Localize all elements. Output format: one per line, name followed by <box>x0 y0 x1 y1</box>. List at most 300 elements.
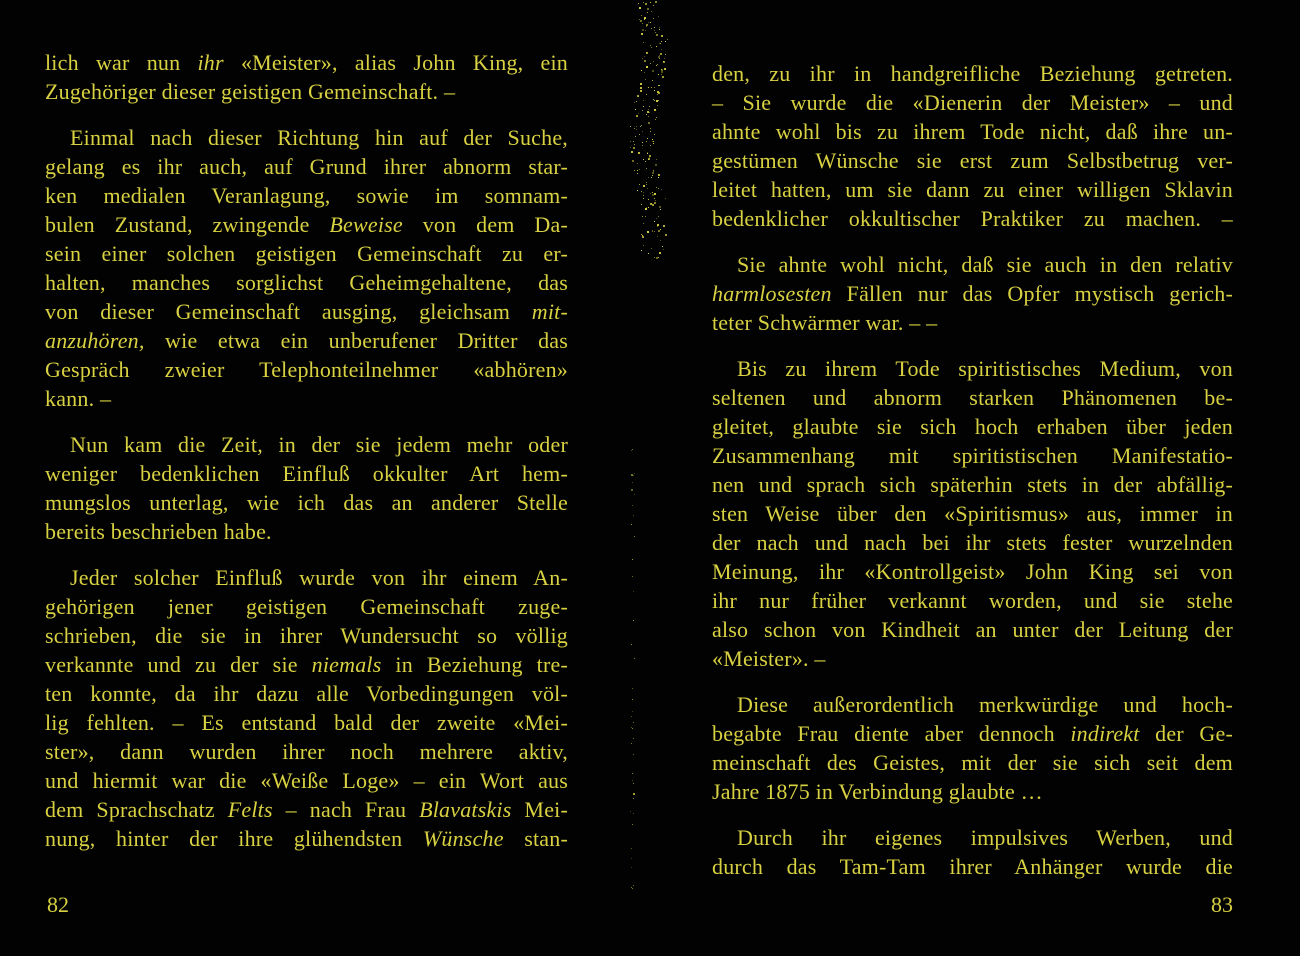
noise-dot <box>631 524 632 525</box>
noise-dot <box>653 143 654 144</box>
text-segment: lich war nun <box>45 50 198 75</box>
text-segment: ken medialen Veranlagung, sowie im somnam- <box>45 183 568 208</box>
text-line <box>712 146 1233 175</box>
text-line <box>45 326 568 355</box>
text-line <box>45 355 568 384</box>
noise-dot <box>646 168 647 169</box>
noise-dot <box>660 209 661 210</box>
noise-dot <box>645 79 646 80</box>
text-segment: Jeder solcher Einfluß wurde von ihr einem An- <box>70 565 568 590</box>
noise-dot <box>640 126 641 127</box>
noise-dot <box>648 177 649 178</box>
noise-dot <box>660 229 661 230</box>
text-segment: teter Schwärmer war. – – <box>712 310 938 335</box>
text-line <box>45 268 568 297</box>
text-segment: Diese außerordentlich merkwürdige und hoch- <box>737 692 1233 717</box>
noise-dot <box>647 12 648 13</box>
text-line <box>712 279 1233 308</box>
text-segment: der nach und nach bei ihr stets fester wurzelnden <box>712 530 1233 555</box>
noise-dot <box>664 58 665 59</box>
scan-noise-gutter-middle <box>624 430 644 900</box>
text-segment: stan- <box>503 826 568 851</box>
noise-dot <box>638 96 639 97</box>
noise-dot <box>644 72 645 73</box>
italic-text: Felts <box>227 797 273 822</box>
paragraph <box>45 123 568 413</box>
noise-dot <box>641 33 643 35</box>
text-segment: – nach Frau <box>272 797 420 822</box>
text-line <box>712 852 1233 881</box>
noise-dot <box>650 128 651 129</box>
noise-dot <box>653 5 654 6</box>
noise-dot <box>661 69 662 70</box>
noise-dot <box>658 74 659 75</box>
text-line <box>45 824 568 853</box>
text-segment: Meinung, ihr «Kontrollgeist» John King sei von <box>712 559 1233 584</box>
italic-text: Wünsche <box>422 826 504 851</box>
text-segment: von dieser Gemeinschaft ausging, gleichsam <box>45 299 532 324</box>
italic-text: Blavatskis <box>419 797 512 822</box>
noise-dot <box>658 216 659 217</box>
noise-dot <box>643 42 644 43</box>
noise-dot <box>656 257 658 259</box>
noise-dot <box>665 68 666 69</box>
noise-dot <box>662 76 664 78</box>
noise-dot <box>640 83 642 85</box>
noise-dot <box>655 109 656 110</box>
noise-dot <box>651 11 652 12</box>
noise-dot <box>657 224 659 226</box>
noise-dot <box>645 3 647 5</box>
noise-dot <box>650 131 651 132</box>
text-segment: Zugehöriger dieser geistigen Gemeinschaft. – <box>45 79 456 104</box>
noise-dot <box>643 100 644 101</box>
text-line <box>45 430 568 459</box>
noise-dot <box>632 559 633 560</box>
noise-dot <box>630 126 631 127</box>
noise-dot <box>659 43 660 44</box>
noise-dot <box>654 257 655 258</box>
text-segment: «Meister», alias John King, ein <box>223 50 569 75</box>
noise-dot <box>645 216 646 217</box>
text-segment: bereits beschrieben habe. <box>45 519 272 544</box>
noise-dot <box>634 102 635 103</box>
text-segment: kann. – <box>45 386 112 411</box>
noise-dot <box>663 61 665 63</box>
noise-dot <box>646 114 647 115</box>
noise-dot <box>632 449 633 450</box>
paragraph <box>712 823 1233 881</box>
text-segment: seltenen und abnorm starken Phänomenen be- <box>712 385 1233 410</box>
text-line <box>45 123 568 152</box>
noise-dot <box>633 798 634 799</box>
text-segment: lig fehlten. – Es entstand bald der zweite «Mei- <box>45 710 568 735</box>
noise-dot <box>657 64 658 65</box>
noise-dot <box>645 30 646 31</box>
noise-dot <box>657 226 658 227</box>
noise-dot <box>635 136 636 137</box>
noise-dot <box>631 867 632 868</box>
noise-dot <box>653 141 654 142</box>
noise-dot <box>641 70 642 71</box>
noise-dot <box>654 134 655 135</box>
text-segment: der Ge- <box>1139 721 1233 746</box>
noise-dot <box>660 240 661 241</box>
noise-dot <box>659 29 660 30</box>
noise-dot <box>645 161 646 162</box>
noise-dot <box>648 253 649 254</box>
noise-dot <box>653 171 654 172</box>
text-line <box>45 679 568 708</box>
noise-dot <box>633 722 634 723</box>
noise-dot <box>631 727 632 728</box>
italic-text: ihr <box>197 50 224 75</box>
noise-dot <box>644 56 645 57</box>
text-line <box>712 354 1233 383</box>
noise-dot <box>642 131 643 132</box>
text-segment: leitet hatten, um sie dann zu einer willigen Sklavin <box>712 177 1233 202</box>
noise-dot <box>657 91 659 93</box>
noise-dot <box>631 151 633 153</box>
noise-dot <box>639 7 641 9</box>
text-segment: Mei- <box>511 797 568 822</box>
noise-dot <box>642 110 643 111</box>
italic-text: niemals <box>311 652 382 677</box>
noise-dot <box>646 52 648 54</box>
text-segment: gelang es ihr auch, auf Grund ihrer abnorm star- <box>45 154 568 179</box>
noise-dot <box>652 194 654 196</box>
noise-dot <box>655 1 657 3</box>
noise-dot <box>637 190 638 191</box>
noise-dot <box>633 591 634 592</box>
text-segment: ahnte wohl bis zu ihrem Tode nicht, daß ihre un- <box>712 119 1233 144</box>
text-line <box>712 586 1233 615</box>
noise-dot <box>634 128 635 129</box>
noise-dot <box>642 216 643 217</box>
noise-dot <box>643 192 644 193</box>
text-segment: und hiermit war die «Weiße Loge» – ein Wort aus <box>45 768 568 793</box>
noise-dot <box>661 35 663 37</box>
text-line <box>45 459 568 488</box>
text-segment: gestümen Wünsche sie erst zum Selbstbetrug ver- <box>712 148 1233 173</box>
noise-dot <box>658 177 659 178</box>
noise-dot <box>632 711 633 712</box>
page-left-text <box>45 48 568 853</box>
noise-dot <box>651 28 652 29</box>
paragraph <box>712 354 1233 673</box>
text-segment: gleitet, glaubte sie sich hoch erhaben über jeden <box>712 414 1233 439</box>
noise-dot <box>644 185 645 186</box>
noise-dot <box>652 139 653 140</box>
noise-dot <box>652 192 653 193</box>
noise-dot <box>648 158 650 160</box>
text-line <box>712 308 1233 337</box>
noise-dot <box>652 70 654 72</box>
page-number-right: 83 <box>1211 892 1233 917</box>
text-segment: in Beziehung tre- <box>381 652 568 677</box>
text-segment: Durch ihr eigenes impulsives Werben, und <box>737 825 1233 850</box>
noise-dot <box>644 19 645 20</box>
text-line <box>45 181 568 210</box>
noise-dot <box>632 888 633 889</box>
noise-dot <box>659 252 661 254</box>
noise-dot <box>640 90 642 92</box>
noise-dot <box>659 85 660 86</box>
noise-dot <box>636 129 637 130</box>
text-line <box>45 737 568 766</box>
noise-dot <box>631 474 633 476</box>
text-line <box>45 517 568 546</box>
noise-dot <box>643 2 644 3</box>
text-line <box>712 59 1233 88</box>
noise-dot <box>648 87 649 88</box>
noise-dot <box>642 235 643 236</box>
text-segment: also schon von Kindheit an unter der Leitung der <box>712 617 1233 642</box>
text-segment: «Meister». – <box>712 646 826 671</box>
text-segment: nung, hinter der ihre glühendsten <box>45 826 423 851</box>
text-line <box>45 77 568 106</box>
noise-dot <box>643 198 644 199</box>
noise-dot <box>649 106 650 107</box>
noise-dot <box>639 169 640 170</box>
text-segment: Gespräch zweier Telephonteilnehmer «abhören» <box>45 357 568 382</box>
text-segment: verkannte und zu der sie <box>45 652 312 677</box>
text-line <box>712 823 1233 852</box>
text-line <box>712 117 1233 146</box>
noise-dot <box>654 100 655 101</box>
text-segment: begabte Frau diente aber dennoch <box>712 721 1071 746</box>
noise-dot <box>661 189 662 190</box>
noise-dot <box>654 87 655 88</box>
noise-dot <box>660 53 662 55</box>
noise-dot <box>657 105 658 106</box>
text-segment: dem Sprachschatz <box>45 797 228 822</box>
noise-dot <box>640 20 642 22</box>
text-segment: nen und sprach sich späterhin stets in der abfällig- <box>712 472 1233 497</box>
noise-dot <box>652 204 654 206</box>
noise-dot <box>661 71 663 73</box>
noise-dot <box>638 3 639 4</box>
noise-dot <box>646 94 647 95</box>
noise-dot <box>653 170 654 171</box>
noise-dot <box>656 159 657 160</box>
noise-dot <box>665 54 666 55</box>
noise-dot <box>636 126 637 127</box>
noise-dot <box>636 115 638 117</box>
noise-dot <box>647 231 649 233</box>
noise-dot <box>647 138 648 139</box>
noise-dot <box>654 221 655 222</box>
text-line <box>45 563 568 592</box>
text-line <box>712 528 1233 557</box>
text-line <box>712 470 1233 499</box>
noise-dot <box>652 230 653 231</box>
noise-dot <box>637 173 638 174</box>
text-line <box>712 383 1233 412</box>
text-line <box>712 175 1233 204</box>
text-line <box>45 152 568 181</box>
noise-dot <box>642 142 643 143</box>
noise-dot <box>646 66 648 68</box>
paragraph <box>45 430 568 546</box>
noise-dot <box>659 27 660 28</box>
noise-dot <box>643 245 644 246</box>
noise-dot <box>638 113 639 114</box>
noise-dot <box>640 87 642 89</box>
text-segment: Fällen nur das Opfer mystisch gerich- <box>831 281 1233 306</box>
noise-dot <box>660 43 661 44</box>
text-segment: ten konnte, da ihr dazu alle Vorbedingungen völ- <box>45 681 568 706</box>
noise-dot <box>631 887 632 888</box>
text-segment: weniger bedenklichen Einfluß okkulter Art hem- <box>45 461 568 486</box>
noise-dot <box>634 494 635 495</box>
noise-dot <box>662 246 663 247</box>
noise-dot <box>630 147 631 148</box>
noise-dot <box>658 230 660 232</box>
text-segment: mungslos unterlag, wie ich das an anderer Stelle <box>45 490 568 515</box>
noise-dot <box>648 109 649 110</box>
noise-dot <box>651 87 652 88</box>
noise-dot <box>645 208 647 210</box>
noise-dot <box>637 163 638 164</box>
noise-dot <box>646 184 647 185</box>
noise-dot <box>633 620 634 621</box>
noise-dot <box>650 2 651 3</box>
noise-dot <box>648 122 650 124</box>
noise-dot <box>659 206 661 208</box>
text-segment: Einmal nach dieser Richtung hin auf der Suche, <box>70 125 568 150</box>
noise-dot <box>635 109 636 110</box>
noise-dot <box>658 257 659 258</box>
noise-dot <box>654 193 656 195</box>
noise-dot <box>665 198 666 199</box>
text-line <box>712 412 1233 441</box>
noise-dot <box>634 536 635 537</box>
noise-dot <box>650 145 651 146</box>
noise-dot <box>654 27 655 28</box>
text-segment: halten, manches sorglichst Geheimgehaltene, das <box>45 270 568 295</box>
noise-dot <box>646 141 647 142</box>
noise-dot <box>651 177 652 178</box>
noise-dot <box>661 49 662 50</box>
text-segment: bedenklicher okkultischer Praktiker zu machen. – <box>712 206 1233 231</box>
noise-dot <box>654 109 656 111</box>
page-right-text <box>712 59 1233 881</box>
text-segment: den, zu ihr in handgreifliche Beziehung getreten. <box>712 61 1233 86</box>
noise-dot <box>654 198 655 199</box>
noise-dot <box>631 644 632 645</box>
text-segment: schrieben, die sie in ihrer Wundersucht so völlig <box>45 623 568 648</box>
text-line <box>45 650 568 679</box>
noise-dot <box>631 489 633 491</box>
text-segment: wie etwa ein unberufener Dritter das <box>144 328 568 353</box>
noise-dot <box>632 728 633 729</box>
text-segment: ster», dann wurden ihrer noch mehrere aktiv, <box>45 739 568 764</box>
noise-dot <box>633 793 635 795</box>
noise-dot <box>650 22 651 23</box>
noise-dot <box>663 225 665 227</box>
noise-dot <box>641 15 642 16</box>
noise-dot <box>656 100 658 102</box>
noise-dot <box>658 56 660 58</box>
italic-text: Beweise <box>329 212 403 237</box>
noise-dot <box>657 236 658 237</box>
noise-dot <box>634 144 635 145</box>
paragraph <box>45 563 568 853</box>
noise-dot <box>648 22 649 23</box>
noise-dot <box>631 858 632 859</box>
noise-dot <box>658 85 659 86</box>
noise-dot <box>658 174 660 176</box>
italic-text: harmlosesten <box>712 281 832 306</box>
paragraph <box>712 690 1233 806</box>
noise-dot <box>636 101 637 102</box>
noise-dot <box>655 119 656 120</box>
noise-dot <box>646 26 647 27</box>
noise-dot <box>633 885 634 886</box>
text-line <box>45 708 568 737</box>
noise-dot <box>650 193 651 194</box>
noise-dot <box>633 141 634 142</box>
noise-dot <box>658 92 660 94</box>
noise-dot <box>661 74 662 75</box>
noise-dot <box>658 188 659 189</box>
text-line <box>45 766 568 795</box>
text-line <box>712 777 1233 806</box>
text-line <box>712 88 1233 117</box>
noise-dot <box>647 153 648 154</box>
text-segment: meinschaft des Geistes, mit der sie sich seit dem <box>712 750 1233 775</box>
noise-dot <box>656 187 657 188</box>
text-segment: sten Weise über den «Spiritismus» aus, immer in <box>712 501 1233 526</box>
noise-dot <box>652 172 654 174</box>
noise-dot <box>643 223 644 224</box>
noise-dot <box>653 61 654 62</box>
noise-dot <box>646 24 648 26</box>
noise-dot <box>652 141 653 142</box>
noise-dot <box>650 203 652 205</box>
noise-dot <box>633 475 634 476</box>
noise-dot <box>648 116 649 117</box>
noise-dot <box>649 155 651 157</box>
noise-dot <box>653 99 654 100</box>
noise-dot <box>659 58 660 59</box>
text-segment: ihr nur früher verkannt worden, und sie stehe <box>712 588 1233 613</box>
noise-dot <box>643 195 644 196</box>
noise-dot <box>646 182 647 183</box>
noise-dot <box>651 248 652 249</box>
noise-dot <box>655 200 656 201</box>
noise-dot <box>652 231 653 232</box>
noise-dot <box>632 505 633 506</box>
noise-dot <box>634 170 635 171</box>
text-line <box>45 795 568 824</box>
noise-dot <box>639 184 640 185</box>
noise-dot <box>632 576 633 577</box>
noise-dot <box>650 45 651 46</box>
noise-dot <box>633 515 634 516</box>
noise-dot <box>649 112 650 113</box>
paragraph <box>712 59 1233 233</box>
noise-dot <box>648 199 649 200</box>
noise-dot <box>638 152 640 154</box>
noise-dot <box>650 63 651 64</box>
noise-dot <box>644 60 646 62</box>
noise-dot <box>632 699 633 700</box>
text-segment: – Sie wurde die «Dienerin der Meister» – und <box>712 90 1233 115</box>
noise-dot <box>642 236 644 238</box>
text-line <box>45 621 568 650</box>
